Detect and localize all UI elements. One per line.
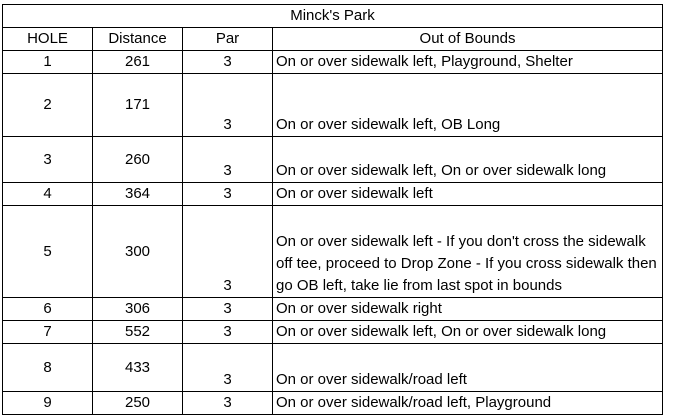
table-row xyxy=(3,321,663,344)
table-row xyxy=(3,74,663,137)
oob-cell: On or over sidewalk left xyxy=(273,183,663,206)
hole-cell: 1 xyxy=(3,51,93,74)
par-cell: 3 xyxy=(183,74,273,137)
hole-cell: 8 xyxy=(3,344,93,392)
par-cell: 3 xyxy=(183,183,273,206)
distance-cell: 250 xyxy=(93,392,183,415)
distance-cell: 433 xyxy=(93,344,183,392)
course-table xyxy=(2,4,663,415)
hole-cell: 6 xyxy=(3,298,93,321)
distance-cell: 552 xyxy=(93,321,183,344)
header-par: Par xyxy=(183,28,273,51)
table-row xyxy=(3,183,663,206)
distance-cell: 364 xyxy=(93,183,183,206)
par-cell: 3 xyxy=(183,137,273,183)
oob-cell: On or over sidewalk/road left, Playground xyxy=(273,392,663,415)
title-row xyxy=(3,5,663,28)
hole-cell: 3 xyxy=(3,137,93,183)
distance-cell: 171 xyxy=(93,74,183,137)
header-out-of-bounds: Out of Bounds xyxy=(273,28,663,51)
par-cell: 3 xyxy=(183,321,273,344)
oob-cell: On or over sidewalk right xyxy=(273,298,663,321)
header-row xyxy=(3,28,663,51)
table-row xyxy=(3,137,663,183)
oob-cell: On or over sidewalk left, OB Long xyxy=(273,74,663,137)
header-distance: Distance xyxy=(93,28,183,51)
distance-cell: 306 xyxy=(93,298,183,321)
par-cell: 3 xyxy=(183,51,273,74)
distance-cell: 260 xyxy=(93,137,183,183)
hole-cell: 5 xyxy=(3,206,93,298)
oob-cell: On or over sidewalk left - If you don't cross the sidewalk off tee, proceed to Drop Zone - If you cross sidewalk then go OB left, take lie from last spot in bounds xyxy=(273,206,663,298)
table-row xyxy=(3,51,663,74)
oob-cell: On or over sidewalk left, On or over sidewalk long xyxy=(273,137,663,183)
hole-cell: 2 xyxy=(3,74,93,137)
par-cell: 3 xyxy=(183,298,273,321)
par-cell: 3 xyxy=(183,344,273,392)
hole-cell: 9 xyxy=(3,392,93,415)
par-cell: 3 xyxy=(183,392,273,415)
hole-cell: 7 xyxy=(3,321,93,344)
par-cell: 3 xyxy=(183,206,273,298)
oob-cell: On or over sidewalk left, Playground, Shelter xyxy=(273,51,663,74)
hole-cell: 4 xyxy=(3,183,93,206)
table-title: Minck's Park xyxy=(3,5,663,28)
oob-cell: On or over sidewalk/road left xyxy=(273,344,663,392)
distance-cell: 261 xyxy=(93,51,183,74)
distance-cell: 300 xyxy=(93,206,183,298)
table-row xyxy=(3,298,663,321)
table-row xyxy=(3,344,663,392)
table-row xyxy=(3,392,663,415)
header-hole: HOLE xyxy=(3,28,93,51)
table-row xyxy=(3,206,663,298)
oob-cell: On or over sidewalk left, On or over sidewalk long xyxy=(273,321,663,344)
